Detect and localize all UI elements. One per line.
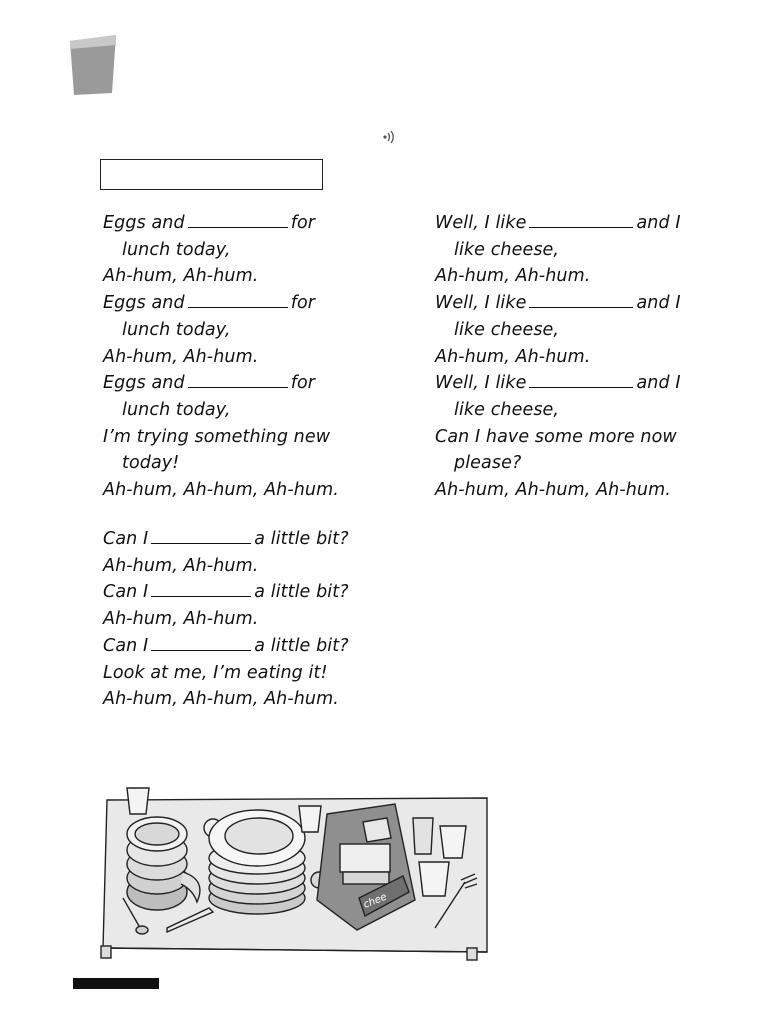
song-line: lunch today,: [122, 399, 231, 420]
song-line: Ah-hum, Ah-hum.: [103, 346, 259, 367]
song-right-verse: [435, 210, 705, 504]
song-line: Can I a little bit?: [103, 529, 349, 549]
audio-wave-icon[interactable]: [382, 128, 398, 144]
answer-blank[interactable]: [529, 213, 633, 228]
page-footer-bar: [73, 978, 159, 989]
song-line: Well, I like and I: [435, 293, 681, 314]
song-line: like cheese,: [454, 239, 560, 260]
answer-blank[interactable]: [188, 213, 288, 228]
answer-blank[interactable]: [151, 636, 251, 651]
song-line: Ah-hum, Ah-hum, Ah-hum.: [103, 689, 339, 710]
grey-tab-marker-icon: [68, 35, 118, 95]
song-line: like cheese,: [454, 319, 560, 340]
song-line: today!: [122, 453, 180, 474]
song-line: Ah-hum, Ah-hum.: [103, 266, 259, 287]
plate-stack-icon: [209, 810, 305, 914]
song-line: Eggs and for: [103, 373, 316, 394]
title-answer-box[interactable]: [100, 159, 323, 190]
song-line: Ah-hum, Ah-hum.: [103, 555, 259, 576]
answer-blank[interactable]: [151, 529, 251, 544]
bowl-stack-icon: [127, 817, 187, 910]
lunch-table-illustration: [95, 780, 495, 965]
answer-blank[interactable]: [188, 293, 288, 308]
song-line: Ah-hum, Ah-hum.: [435, 346, 591, 367]
song-line: Eggs and for: [103, 213, 316, 233]
song-line: like cheese,: [454, 399, 560, 420]
song-line: I’m trying something new: [103, 426, 331, 447]
answer-blank[interactable]: [529, 293, 633, 308]
song-line: Ah-hum, Ah-hum, Ah-hum.: [103, 480, 339, 501]
answer-blank[interactable]: [151, 582, 251, 597]
song-line: please?: [454, 453, 522, 474]
song-line: Look at me, I’m eating it!: [103, 662, 328, 683]
song-line: Ah-hum, Ah-hum.: [435, 266, 591, 287]
song-line: Eggs and for: [103, 293, 316, 314]
song-line: Ah-hum, Ah-hum.: [103, 609, 259, 630]
song-line: Ah-hum, Ah-hum, Ah-hum.: [435, 480, 671, 501]
answer-blank[interactable]: [188, 373, 288, 388]
song-left-verse-1: [103, 210, 403, 504]
answer-blank[interactable]: [529, 373, 633, 388]
cheese-label: chee: [362, 891, 389, 911]
song-line: Well, I like and I: [435, 213, 681, 233]
song-line: Can I a little bit?: [103, 582, 349, 603]
song-line: lunch today,: [122, 239, 231, 260]
song-line: lunch today,: [122, 319, 231, 340]
song-left-verse-2: [103, 526, 403, 713]
song-line: Can I have some more now: [435, 426, 677, 447]
song-line: Can I a little bit?: [103, 635, 349, 656]
song-line: Well, I like and I: [435, 373, 681, 394]
